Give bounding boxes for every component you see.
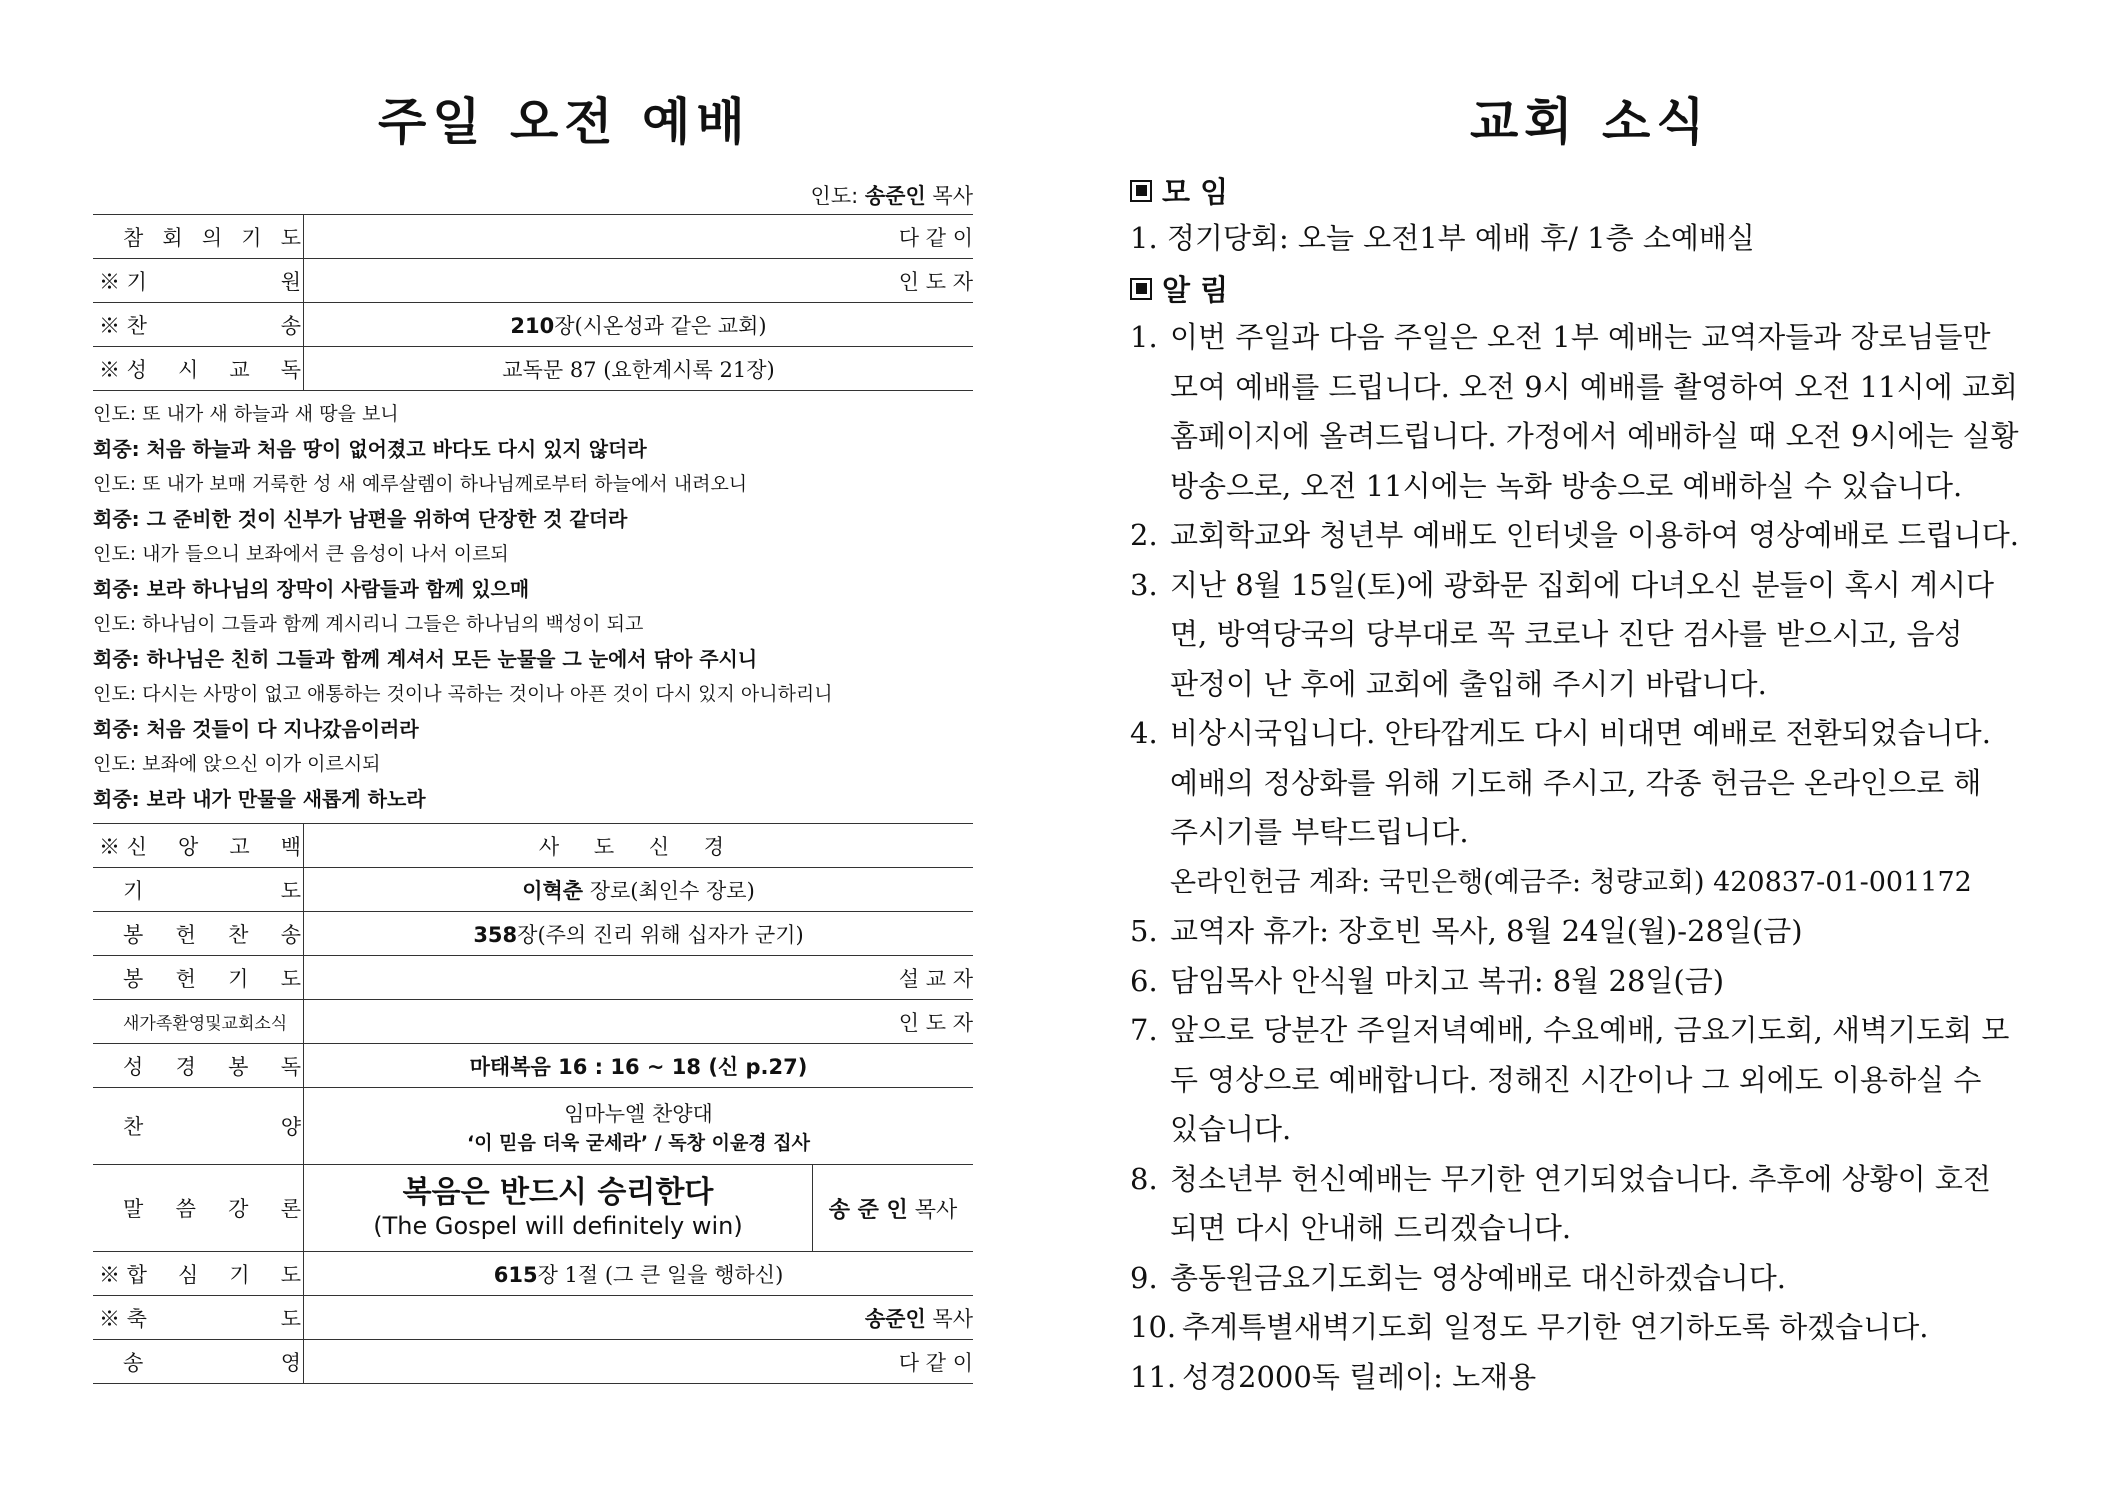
order-row: [93, 1340, 973, 1384]
news-item: 주시기를 부탁드립니다.: [1170, 815, 1469, 849]
page-title: 주일 오전 예배: [378, 93, 751, 151]
order-value: 다 같 이: [898, 225, 973, 250]
news-item: 11. 성경2000독 릴레이: 노재용: [1130, 1359, 1537, 1394]
news-item: 1. 정기당회: 오늘 오전1부 예배 후/ 1층 소예배실: [1130, 221, 1755, 255]
sermon-subtitle: (The Gospel will definitely win): [373, 1212, 743, 1240]
order-row: [93, 1088, 973, 1165]
sermon-title: 복음은 반드시 승리한다: [402, 1175, 714, 1210]
square-bullet-icon: [1130, 180, 1152, 202]
order-row: ※ 찬 송 210장(시온성과 같은 교회): [93, 303, 973, 347]
news-item: 온라인헌금 계좌: 국민은행(예금주: 청량교회) 420837-01-001172: [1170, 866, 1972, 898]
order-value: 다 같 이: [898, 1350, 973, 1375]
choir-name: 임마누엘 찬양대: [564, 1101, 713, 1126]
news-item: 3. 지난 8월 15일(토)에 광화문 집회에 다녀오신 분들이 혹시 계시다: [1130, 567, 1995, 602]
preacher: 송 준 인 목사: [813, 1165, 974, 1252]
order-label: 참 회 의 기 도: [123, 225, 301, 250]
reading-line: 회중: 보라 내가 만물을 새롭게 하노라: [93, 787, 426, 811]
news-item: 9. 총동원금요기도회는 영상예배로 대신하겠습니다.: [1130, 1260, 1786, 1295]
order-row: [93, 824, 973, 868]
order-label: 기 도: [123, 878, 301, 903]
news-item: 되면 다시 안내해 드리겠습니다.: [1170, 1211, 1572, 1245]
order-value: 인 도 자: [898, 269, 973, 294]
order-value: 장(시온성과 같은 교회): [554, 313, 767, 338]
order-label: 봉 헌 기 도: [123, 966, 301, 991]
order-row: [93, 215, 973, 259]
reading-line: 인도: 또 내가 보매 거룩한 성 새 예루살렘이 하나님께로부터 하늘에서 내려오니: [93, 473, 748, 495]
order-value: 설 교 자: [898, 966, 973, 991]
order-row: ※ 축 도 송준인 목사: [93, 1296, 973, 1340]
order-label: ※ 축 도: [99, 1306, 301, 1331]
square-bullet-icon: [1130, 278, 1152, 300]
news-item: 예배의 정상화를 위해 기도해 주시고, 각종 헌금은 온라인으로 해: [1170, 765, 1982, 800]
scripture-reference: 마태복음 16 : 16 ~ 18 (신 p.27): [469, 1054, 808, 1079]
order-value: 교독문 87 (요한계시록 21장): [502, 357, 775, 382]
order-row: ※ 합 심 기 도 615장 1절 (그 큰 일을 행하신): [93, 1252, 973, 1296]
order-label: 성 경 봉 독: [123, 1054, 301, 1079]
section-heading-notices: 알 림: [1130, 268, 1228, 309]
meetings-list: [1130, 214, 2025, 264]
news-item: 2. 교회학교와 청년부 예배도 인터넷을 이용하여 영상예배로 드립니다.: [1130, 518, 2019, 552]
order-row: [93, 1044, 973, 1088]
order-label: 봉 헌 찬 송: [123, 922, 301, 947]
praise-song: ‘이 믿음 더욱 굳세라’ / 독창 이윤경 집사: [467, 1131, 810, 1154]
order-label: ※ 찬 송: [99, 313, 301, 338]
order-label: 새가족환영및교회소식: [123, 1014, 288, 1034]
page-title: 교회 소식: [1470, 93, 1711, 151]
order-label: ※ 신 앙 고 백: [99, 834, 301, 859]
news-item: 면, 방역당국의 당부대로 꼭 코로나 진단 검사를 받으시고, 음성: [1170, 617, 1963, 651]
news-item: 8. 청소년부 헌신예배는 무기한 연기되었습니다. 추후에 상황이 호전: [1130, 1161, 1991, 1196]
news-item: 6. 담임목사 안식월 마치고 복귀: 8월 28일(금): [1130, 963, 1725, 998]
order-label: 찬 양: [123, 1115, 301, 1139]
reading-line: 인도: 다시는 사망이 없고 애통하는 것이나 곡하는 것이나 아픈 것이 다시 있지 아니하리니: [93, 683, 833, 705]
news-item: 모여 예배를 드립니다. 오전 9시 예배를 촬영하여 오전 11시에 교회: [1170, 369, 2018, 404]
reading-line: 회중: 그 준비한 것이 신부가 남편을 위하여 단장한 것 같더라: [93, 507, 628, 531]
news-item: 판정이 난 후에 교회에 출입해 주시기 바랍니다.: [1170, 666, 1767, 701]
order-row: [93, 347, 973, 391]
order-row: 기 도 이혁춘 장로(최인수 장로): [93, 868, 973, 912]
order-label: 송 영: [123, 1350, 301, 1375]
order-table-bottom: [93, 823, 973, 1384]
news-item: 5. 교역자 휴가: 장호빈 목사, 8월 24일(월)-28일(금): [1130, 914, 1803, 948]
order-label: ※ 기 원: [99, 269, 301, 294]
responsive-reading: [93, 397, 973, 817]
reading-line: 회중: 하나님은 친히 그들과 함께 계셔서 모든 눈물을 그 눈에서 닦아 주시니: [93, 647, 758, 671]
reading-line: 인도: 보좌에 앉으신 이가 이르시되: [93, 753, 381, 775]
service-leader: 인도: 송준인 목사: [810, 184, 973, 208]
reading-line: 인도: 또 내가 새 하늘과 새 땅을 보니: [93, 403, 399, 425]
order-label: ※ 합 심 기 도: [99, 1262, 301, 1287]
news-item: 7. 앞으로 당분간 주일저녁예배, 수요예배, 금요기도회, 새벽기도회 모: [1130, 1013, 2010, 1047]
notices-list: [1130, 313, 2025, 1402]
section-heading-meetings: 모 임: [1130, 170, 1228, 211]
news-item: 두 영상으로 예배합니다. 정해진 시간이나 그 외에도 이용하실 수: [1170, 1062, 1982, 1097]
order-label: ※ 성 시 교 독: [99, 357, 301, 382]
reading-line: 회중: 보라 하나님의 장막이 사람들과 함께 있으매: [93, 577, 530, 601]
order-row: [93, 956, 973, 1000]
news-item: 방송으로, 오전 11시에는 녹화 방송으로 예배하실 수 있습니다.: [1170, 468, 1963, 503]
news-item: 있습니다.: [1170, 1112, 1292, 1146]
news-item: 10. 추계특별새벽기도회 일정도 무기한 연기하도록 하겠습니다.: [1130, 1310, 1929, 1344]
news-item: 홈페이지에 올려드립니다. 가정에서 예배하실 때 오전 9시에는 실황: [1170, 419, 2019, 453]
order-label: 말 씀 강 론: [123, 1197, 301, 1221]
order-value: 인 도 자: [898, 1010, 973, 1035]
reading-line: 회중: 처음 것들이 다 지나갔음이러라: [93, 717, 419, 741]
order-row: 봉 헌 찬 송 358장(주의 진리 위해 십자가 군기): [93, 912, 973, 956]
news-item: 4. 비상시국입니다. 안타깝게도 다시 비대면 예배로 전환되었습니다.: [1130, 716, 1991, 750]
reading-line: 인도: 내가 들으니 보좌에서 큰 음성이 나서 이르되: [93, 543, 509, 565]
reading-line: 회중: 처음 하늘과 처음 땅이 없어졌고 바다도 다시 있지 않더라: [93, 437, 647, 461]
news-item: 1. 이번 주일과 다음 주일은 오전 1부 예배는 교역자들과 장로님들만: [1130, 320, 1991, 354]
order-row: [93, 259, 973, 303]
order-table-top: [93, 214, 973, 391]
reading-line: 인도: 하나님이 그들과 함께 계시리니 그들은 하나님의 백성이 되고: [93, 613, 644, 635]
order-row: [93, 1165, 973, 1252]
order-row: [93, 1000, 973, 1044]
order-value: 사 도 신 경: [538, 834, 739, 859]
